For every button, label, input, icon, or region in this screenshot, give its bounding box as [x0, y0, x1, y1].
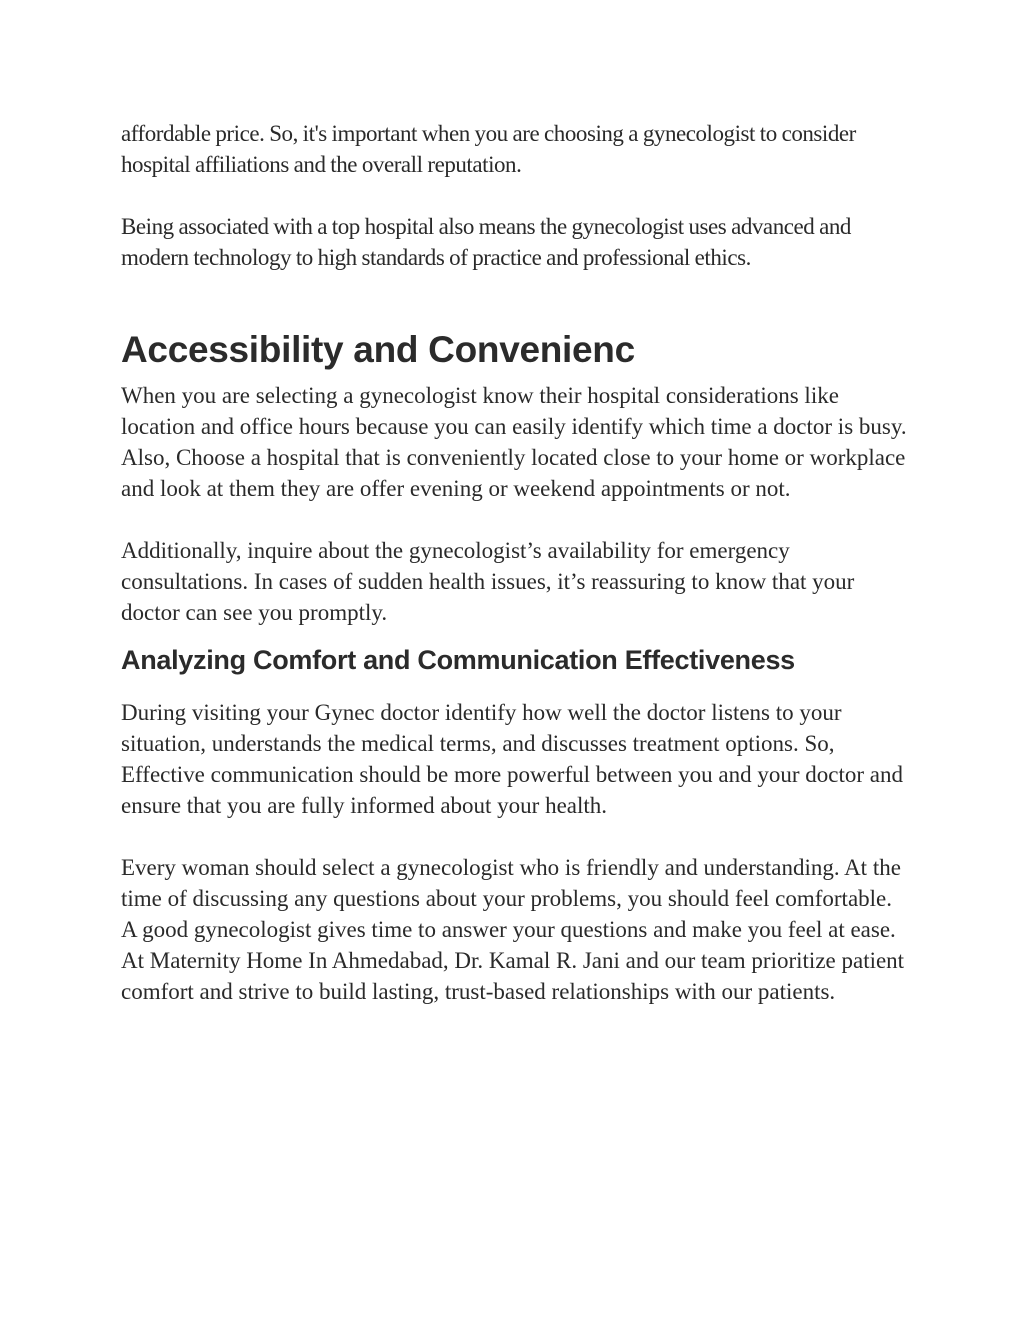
paragraph-communication: During visiting your Gynec doctor identify how well the doctor listens to your situation, understands the medical terms, and discusses treatment options. So, Effective communication should be more powerful between you and your doctor and ensure that you are fully informed about your health.	[121, 700, 903, 818]
heading-comfort-communication: Analyzing Comfort and Communication Effectiveness	[121, 645, 795, 675]
paragraph-friendly-gynecologist: Every woman should select a gynecologist who is friendly and understanding. At the time of discussing any questions about your problems, you should feel comfortable. A good gynecologist gives time to answer your questions and make you feel at ease. At Maternity Home In Ahmedabad, Dr. Kamal R. Jani and our team prioritize patient comfort and strive to build lasting, trust-based relationships with our patients.	[121, 855, 905, 1004]
paragraph-location-hours: When you are selecting a gynecologist know their hospital considerations like location and office hours because you can easily identify which time a doctor is busy. Also, Choose a hospital that is conveniently located close to your home or workplace and look at them they are offer evening or weekend appointments or not.	[121, 383, 907, 501]
document-body	[121, 118, 911, 1007]
paragraph-top-hospital: Being associated with a top hospital also means the gynecologist uses advanced and modern technology to high standards of practice and professional ethics.	[121, 214, 851, 270]
paragraph-emergency: Additionally, inquire about the gynecologist’s availability for emergency consultations. In cases of sudden health issues, it’s reassuring to know that your doctor can see you promptly.	[121, 538, 855, 625]
paragraph-hospital-affiliations: affordable price. So, it's important when you are choosing a gynecologist to consider hospital affiliations and the overall reputation.	[121, 121, 856, 177]
heading-accessibility: Accessibility and Convenienc	[121, 329, 635, 370]
